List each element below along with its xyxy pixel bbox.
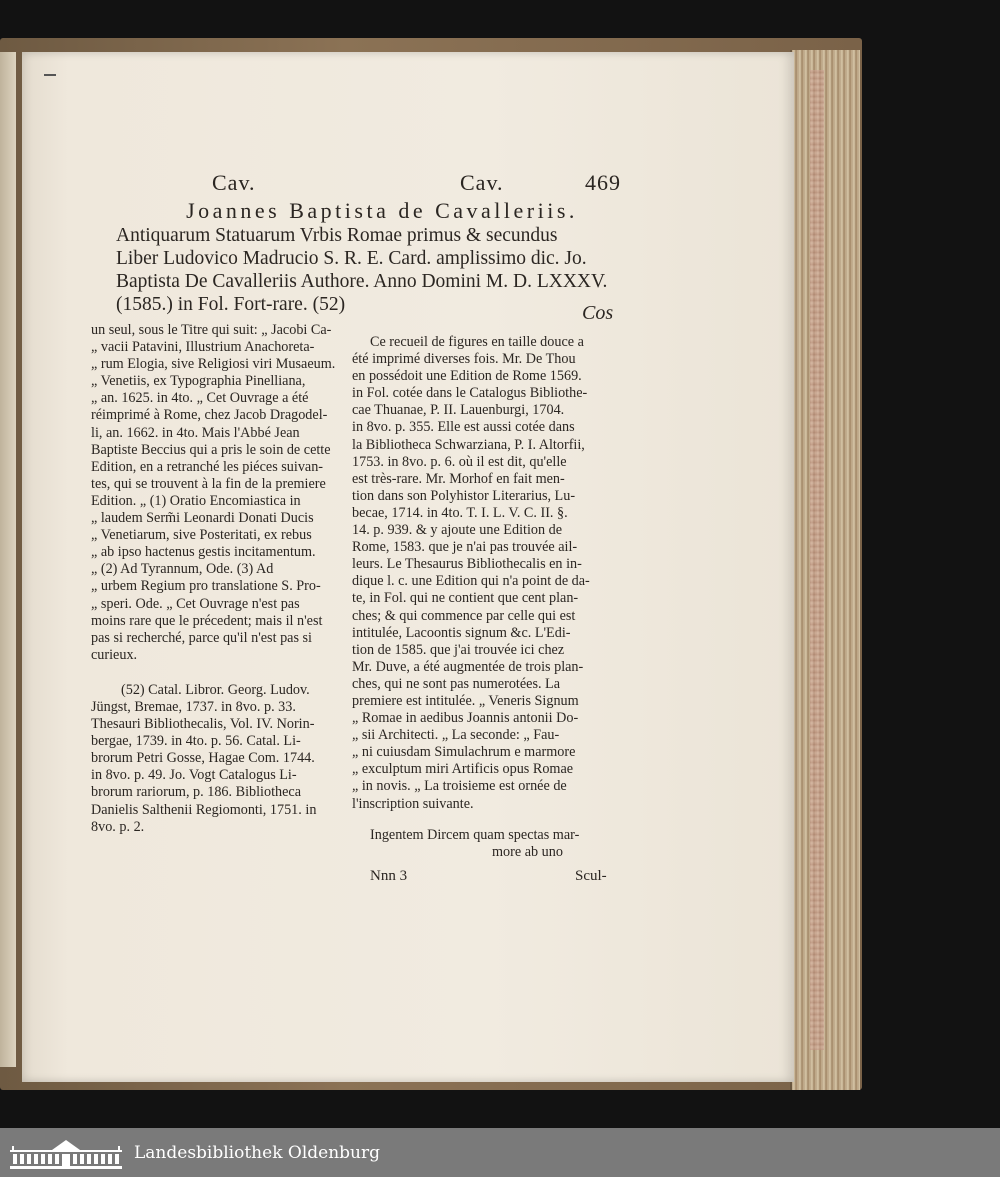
text-line: Mr. Duve, a été augmentée de trois plan- bbox=[352, 658, 584, 675]
verse-line: more ab uno bbox=[492, 843, 563, 860]
entry-description bbox=[116, 224, 616, 316]
footnote-line: Thesauri Bibliothecalis, Vol. IV. Norin- bbox=[91, 716, 315, 733]
text-line: été imprimé diverses fois. Mr. De Thou bbox=[352, 351, 576, 368]
text-line: intitulée, Lacoontis signum &c. L'Edi- bbox=[352, 624, 571, 641]
running-head-left: Cav. bbox=[212, 170, 256, 195]
text-line: tion dans son Polyhistor Literarius, Lu- bbox=[352, 487, 576, 504]
text-line: „ sii Architecti. „ La seconde: „ Fau- bbox=[352, 727, 560, 744]
text-line: „ laudem Serm̃i Leonardi Donati Ducis bbox=[91, 510, 314, 527]
verse-line: Ingentem Dircem quam spectas mar- bbox=[370, 826, 580, 843]
text-line: in Fol. cotée dans le Catalogus Bibliothe- bbox=[352, 385, 588, 402]
institution-name: Landesbibliothek Oldenburg bbox=[134, 1142, 381, 1163]
text-line: tion de 1585. que j'ai trouvée ici chez bbox=[352, 641, 565, 658]
margin-mark bbox=[44, 74, 56, 76]
footnote-line: Danielis Salthenii Regiomonti, 1751. in bbox=[91, 801, 317, 818]
catchword-bottom: Scul- bbox=[575, 868, 607, 884]
text-line: 14. p. 939. & y ajoute une Edition de bbox=[352, 522, 563, 539]
text-line: Edition, en a retranché les piéces suivan- bbox=[91, 458, 324, 475]
text-line: la Bibliotheca Schwarziana, P. I. Altorfii, bbox=[352, 436, 585, 453]
entry-line: Antiquarum Statuarum Vrbis Romae primus & secundus bbox=[116, 225, 558, 246]
text-line: moins rare que le précedent; mais il n'est bbox=[91, 612, 323, 629]
text-line: leurs. Le Thesaurus Bibliothecalis en in- bbox=[352, 556, 582, 573]
book-page bbox=[22, 52, 794, 1082]
text-line: un seul, sous le Titre qui suit: „ Jacobi Ca- bbox=[91, 322, 332, 338]
text-line: est très-rare. Mr. Morhof en fait men- bbox=[352, 470, 565, 487]
right-column bbox=[352, 334, 614, 861]
entry-line: (1585.) in Fol. Fort-rare. (52) bbox=[116, 294, 346, 315]
footnote-line: in 8vo. p. 49. Jo. Vogt Catalogus Li- bbox=[91, 767, 297, 784]
page-number: 469 bbox=[585, 170, 621, 195]
text-line: „ in novis. „ La troisieme est ornée de bbox=[352, 778, 567, 795]
text-line: réimprimé à Rome, chez Jacob Dragodel- bbox=[91, 407, 328, 424]
text-line: cae Thuanae, P. II. Lauenburgi, 1704. bbox=[352, 402, 565, 419]
page-edges bbox=[790, 50, 860, 1090]
footnote-line: (52) Catal. Libror. Georg. Ludov. bbox=[121, 681, 310, 698]
text-line: premiere est intitulée. „ Veneris Signum bbox=[352, 692, 579, 709]
text-line: Rome, 1583. que je n'ai pas trouvée ail- bbox=[352, 539, 578, 556]
text-line: ches, qui ne sont pas numerotées. La bbox=[352, 675, 561, 692]
entry-line: Liber Ludovico Madrucio S. R. E. Card. amplissimo dic. Jo. bbox=[116, 248, 587, 269]
footnote-line: Jüngst, Bremae, 1737. in 8vo. p. 33. bbox=[91, 698, 296, 715]
text-line: „ ni cuiusdam Simulachrum e marmore bbox=[352, 744, 576, 761]
footnote-line: brorum rariorum, p. 186. Bibliotheca bbox=[91, 784, 302, 801]
text-line: curieux. bbox=[91, 646, 138, 663]
text-line: l'inscription suivante. bbox=[352, 795, 474, 812]
signature-mark: Nnn 3 bbox=[370, 868, 408, 884]
text-line: „ rum Elogia, sive Religiosi viri Musaeum. bbox=[91, 356, 336, 373]
text-line: „ urbem Regium pro translatione S. Pro- bbox=[91, 578, 321, 595]
text-line: tes, qui se trouvent à la fin de la premiere bbox=[91, 475, 326, 492]
text-line: en possédoit une Edition de Rome 1569. bbox=[352, 368, 582, 385]
text-line: „ speri. Ode. „ Cet Ouvrage n'est pas bbox=[91, 595, 300, 612]
running-head-center: Cav. bbox=[460, 170, 504, 195]
text-line: becae, 1714. in 4to. T. I. L. V. C. II. §. bbox=[352, 504, 568, 521]
text-line: „ exculptum miri Artificis opus Romae bbox=[352, 761, 574, 778]
text-line: „ Venetiarum, sive Posteritati, ex rebus bbox=[91, 527, 312, 544]
text-line: Ce recueil de figures en taille douce a bbox=[370, 334, 584, 350]
library-building-logo bbox=[8, 1136, 124, 1170]
text-line: li, an. 1662. in 4to. Mais l'Abbé Jean bbox=[91, 424, 300, 441]
text-line: „ (2) Ad Tyrannum, Ode. (3) Ad bbox=[91, 561, 274, 578]
text-line: 1753. in 8vo. p. 6. où il est dit, qu'elle bbox=[352, 453, 567, 470]
entry-title: Joannes Baptista de Cavalleriis. bbox=[186, 198, 578, 223]
footnote-line: brorum Petri Gosse, Hagae Com. 1744. bbox=[91, 750, 315, 767]
text-line: in 8vo. p. 355. Elle est aussi cotée dans bbox=[352, 419, 575, 436]
text-line: „ ab ipso hactenus gestis incitamentum. bbox=[91, 544, 316, 561]
text-line: pas si recherché, parce qu'il n'est pas si bbox=[91, 629, 312, 646]
text-line: „ Romae in aedibus Joannis antonii Do- bbox=[352, 710, 579, 727]
text-line: ches; & qui commence par celle qui est bbox=[352, 607, 576, 624]
text-line: Edition. „ (1) Oratio Encomiastica in bbox=[91, 492, 301, 509]
footnote-line: 8vo. p. 2. bbox=[91, 818, 145, 835]
left-page-edge bbox=[0, 52, 16, 1067]
text-line: Baptiste Beccius qui a pris le soin de cette bbox=[91, 441, 331, 458]
footnote-line: bergae, 1739. in 4to. p. 56. Catal. Li- bbox=[91, 733, 301, 750]
text-line: dique l. c. une Edition qui n'a point de da- bbox=[352, 573, 590, 590]
left-column bbox=[91, 322, 366, 836]
text-line: „ Venetiis, ex Typographia Pinelliana, bbox=[91, 373, 306, 390]
footer-bar bbox=[0, 1128, 1000, 1177]
text-line: te, in Fol. qui ne contient que cent plan- bbox=[352, 590, 579, 607]
text-line: „ vacii Patavini, Illustrium Anachoreta- bbox=[91, 339, 315, 356]
catchword-top: Cos bbox=[582, 302, 614, 324]
entry-line: Baptista De Cavalleriis Authore. Anno Domini M. D. LXXXV. bbox=[116, 271, 608, 292]
text-line: „ an. 1625. in 4to. „ Cet Ouvrage a été bbox=[91, 390, 309, 407]
